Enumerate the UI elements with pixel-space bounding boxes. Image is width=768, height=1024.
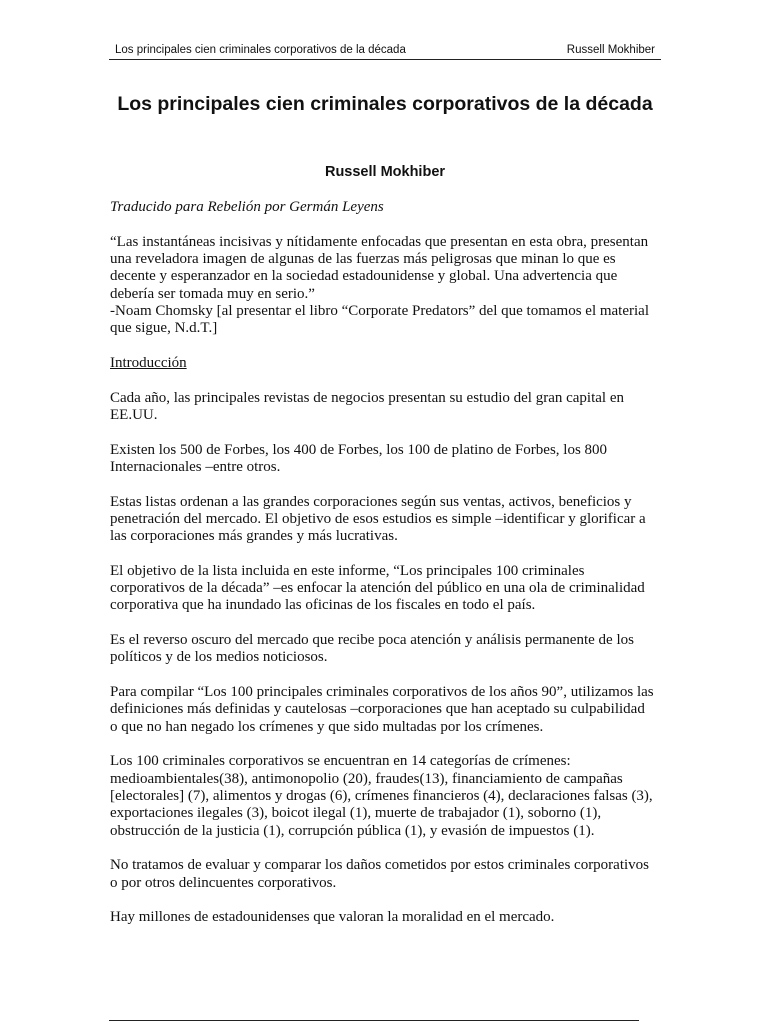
document-author: Russell Mokhiber [324, 164, 446, 180]
section-heading [110, 355, 655, 372]
document-title: Los principales cien criminales corporativos de la década [117, 93, 653, 115]
paragraph: El objetivo de la lista incluida en este informe, “Los principales 100 criminales corporativos de la década” –es enfocar la atención del público en una ola de criminalidad corporativa que ha inundado las oficinas de los fiscales en todo el país. [110, 562, 645, 614]
translation-note: Traducido para Rebelión por Germán Leyens [110, 199, 384, 215]
paragraph: Existen los 500 de Forbes, los 400 de Forbes, los 100 de platino de Forbes, los 800 Internacionales –entre otros. [110, 441, 608, 475]
epigraph-attribution: -Noam Chomsky [al presentar el libro “Corporate Predators” del que tomamos el material que sigue, N.d.T.] [110, 302, 649, 337]
running-header-author: Russell Mokhiber [566, 44, 655, 56]
document-body [110, 199, 655, 944]
epigraph [110, 234, 655, 338]
section-heading-text: Introducción [110, 354, 187, 371]
paragraph: Es el reverso oscuro del mercado que recibe poca atención y análisis permanente de los políticos y de los medios noticiosos. [110, 632, 634, 666]
paragraph: Cada año, las principales revistas de negocios presentan su estudio del gran capital en EE.UU. [110, 389, 624, 423]
running-header-title: Los principales cien criminales corporativos de la década [115, 44, 406, 56]
paragraph: Los 100 criminales corporativos se encuentran en 14 categorías de crímenes: medioambientales(38), antimonopolio (20), fraudes(13), financiamiento de campañas [electorales] (7), alimentos y drogas (6), crímenes financieros (4), declaraciones falsas (3), exportaciones ilegales (3), boicot ilegal (1), muerte de trabajador (1), soborno (1), obstrucción de la justicia (1), corrupción pública (1), y evasión de impuestos (1). [110, 753, 653, 839]
paragraph: Estas listas ordenan a las grandes corporaciones según sus ventas, activos, beneficios y penetración del mercado. El objetivo de esos estudios es simple –identificar y glorificar a las corporaciones más grandes y más lucrativas. [110, 493, 646, 545]
paragraph: Hay millones de estadounidenses que valoran la moralidad en el mercado. [110, 909, 555, 926]
footer-rule [109, 1020, 639, 1021]
epigraph-quote: “Las instantáneas incisivas y nítidamente enfocadas que presentan en esta obra, presentan una reveladora imagen de algunas de las fuerzas más peligrosas que minan lo que es decente y esperanzador en la sociedad estadounidense y global. Una advertencia que debería ser tomada muy en serio.” [110, 233, 649, 302]
paragraph: No tratamos de evaluar y comparar los daños cometidos por estos criminales corporativos o por otros delincuentes corporativos. [110, 857, 650, 891]
running-header [109, 44, 661, 60]
paragraph: Para compilar “Los 100 principales criminales corporativos de los años 90”, utilizamos las definiciones más definidas y cautelosas –corporaciones que han aceptado su culpabilidad o que no han negado los crímenes y que sido multadas por los crímenes. [110, 684, 654, 735]
